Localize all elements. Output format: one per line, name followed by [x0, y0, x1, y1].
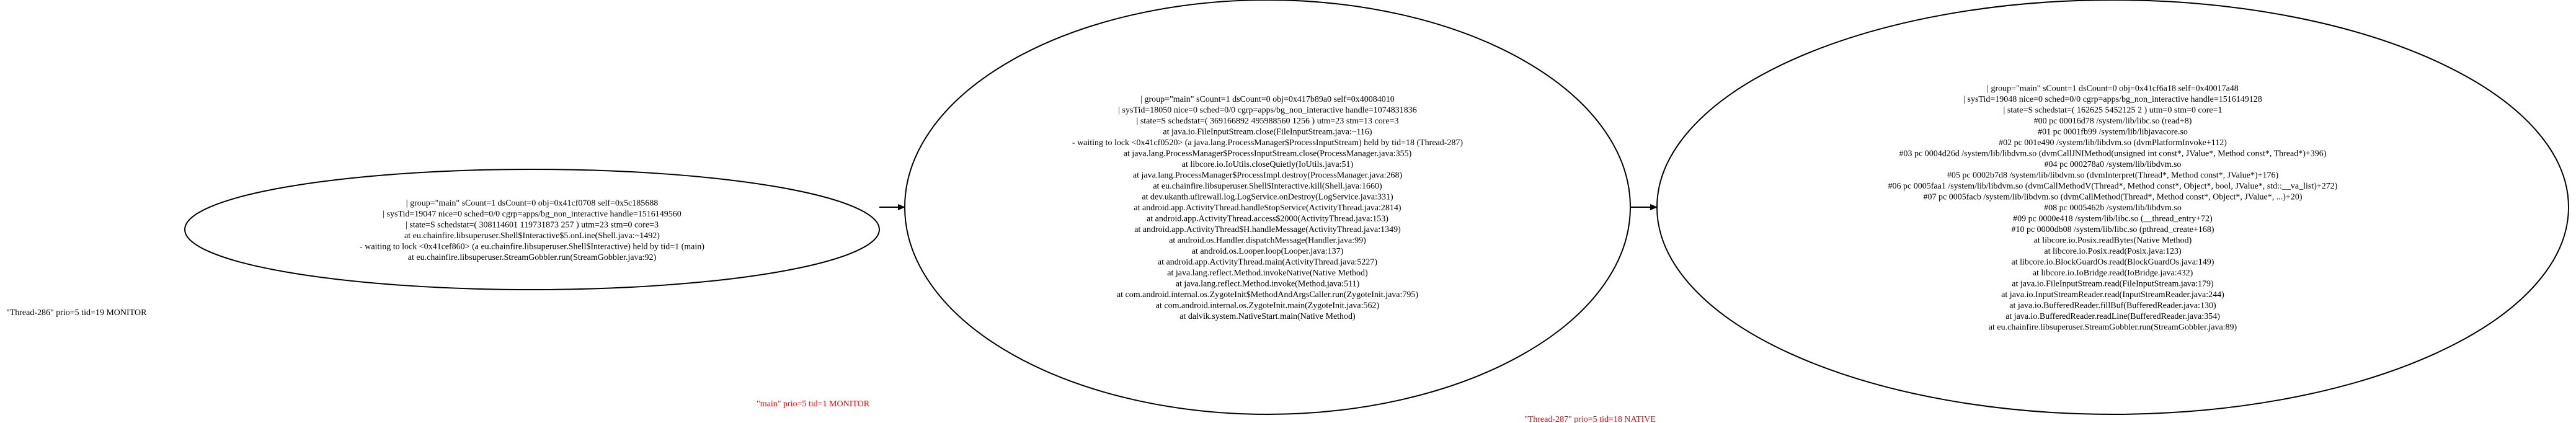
thread-caption-2: "main" prio=5 tid=1 MONITOR — [757, 399, 870, 409]
stack-line: at com.android.internal.os.ZygoteInit$MethodAndArgsCaller.run(ZygoteInit.java:795) — [1116, 290, 1419, 300]
stack-line: at eu.chainfire.libsuperuser.StreamGobbler.run(StreamGobbler.java:89) — [1988, 323, 2237, 332]
stack-line: at java.io.BufferedReader.readLine(BufferedReader.java:354) — [2005, 312, 2220, 321]
stack-line: #07 pc 0005facb /system/lib/libdvm.so (dvmCallMethod(Thread*, Method const*, Object*, JValue*, ...)+20) — [1923, 192, 2303, 202]
thread-node-1 — [185, 169, 879, 290]
thread-caption-3: "Thread-287" prio=5 tid=18 NATIVE — [1524, 415, 1656, 423]
stack-line: at java.lang.reflect.Method.invokeNative(Native Method) — [1167, 269, 1368, 278]
stack-line: #01 pc 0001fb99 /system/lib/libjavacore.so — [2038, 127, 2188, 137]
stack-line: at libcore.io.IoUtils.closeQuietly(IoUtils.java:51) — [1181, 160, 1354, 169]
stack-line: at java.io.InputStreamReader.read(InputStreamReader.java:244) — [2001, 290, 2224, 300]
stack-line: | sysTid=18050 nice=0 sched=0/0 cgrp=apps/bg_non_interactive handle=1074831836 — [1118, 105, 1417, 115]
thread-node-3 — [1657, 0, 2569, 414]
stack-line: at java.io.BufferedReader.fillBuf(BufferedReader.java:130) — [2009, 301, 2216, 311]
stack-line: at eu.chainfire.libsuperuser.Shell$Interactive$5.onLine(Shell.java:~1492) — [404, 231, 660, 241]
stack-line: at com.android.internal.os.ZygoteInit.main(ZygoteInit.java:562) — [1155, 301, 1380, 311]
stack-line: at android.os.Looper.loop(Looper.java:137) — [1191, 247, 1344, 256]
stack-line: | sysTid=19047 nice=0 sched=0/0 cgrp=apps/bg_non_interactive handle=1516149560 — [383, 209, 682, 219]
stack-line: at eu.chainfire.libsuperuser.StreamGobbler.run(StreamGobbler.java:92) — [407, 252, 657, 262]
stack-line: #10 pc 0000db08 /system/lib/libc.so (pthread_create+168) — [2011, 225, 2214, 234]
stack-line: at android.app.ActivityThread.main(ActivityThread.java:5227) — [1157, 257, 1378, 267]
stack-line: at libcore.io.Posix.read(Posix.java:123) — [2044, 247, 2182, 256]
stack-line: | group="main" sCount=1 dsCount=0 obj=0x417b89a0 self=0x40084010 — [1140, 95, 1395, 104]
stack-line: at java.io.FileInputStream.close(FileInputStream.java:~116) — [1163, 127, 1372, 137]
stack-line: #03 pc 0004d26d /system/lib/libdvm.so (dvmCallJNIMethod(unsigned int const*, JValue*, Method const*, Thread*)+396) — [1899, 149, 2327, 159]
stack-line: #02 pc 001e490 /system/lib/libdvm.so (dvmPlatformInvoke+112) — [1999, 138, 2227, 148]
stack-line: #09 pc 0000e418 /system/lib/libc.so (__thread_entry+72) — [2013, 214, 2213, 224]
stack-line: at java.lang.reflect.Method.invoke(Method.java:511) — [1175, 279, 1360, 289]
stack-line: #00 pc 00016d78 /system/lib/libc.so (read+8) — [2033, 117, 2192, 126]
stack-line: | state=S schedstat=( 308114601 119731873 257 ) utm=23 stm=0 core=3 — [406, 220, 659, 230]
stack-line: at java.io.FileInputStream.read(FileInputStream.java:179) — [2012, 279, 2214, 289]
stack-line: at libcore.io.Posix.readBytes(Native Method) — [2033, 236, 2192, 246]
stack-line: #06 pc 0005faa1 /system/lib/libdvm.so (dvmCallMethodV(Thread*, Method const*, Object*, bool, JValue*, std::__va_list)+272) — [1888, 182, 2338, 191]
stack-line: at android.os.Handler.dispatchMessage(Handler.java:99) — [1169, 236, 1366, 246]
stack-line: #08 pc 0005462b /system/lib/libdvm.so — [2044, 203, 2182, 213]
stack-line: | state=S schedstat=( 369166892 495988560 1256 ) utm=23 stm=13 core=3 — [1136, 117, 1399, 126]
thread-node-2 — [905, 0, 1630, 414]
stack-line: at android.app.ActivityThread.access$2000(ActivityThread.java:153) — [1147, 214, 1388, 224]
stack-line: at dalvik.system.NativeStart.main(Native Method) — [1179, 312, 1356, 321]
stack-line: | state=S schedstat=( 162625 5452125 2 ) utm=0 stm=0 core=1 — [2003, 105, 2223, 115]
thread-caption-1: "Thread-286" prio=5 tid=19 MONITOR — [6, 308, 147, 318]
stack-line: #04 pc 000278a0 /system/lib/libdvm.so — [2044, 160, 2182, 169]
stack-line: #05 pc 0002b7d8 /system/lib/libdvm.so (dvmInterpret(Thread*, Method const*, JValue*)+176) — [1947, 171, 2279, 180]
stack-line: at dev.ukanth.ufirewall.log.LogService.onDestroy(LogService.java:331) — [1142, 192, 1393, 202]
stack-line: - waiting to lock <0x41cf0520> (a java.lang.ProcessManager$ProcessInputStream) held by tid=18 (Thread-287) — [1072, 138, 1463, 148]
stack-line: at android.app.ActivityThread$H.handleMessage(ActivityThread.java:1349) — [1134, 225, 1401, 234]
stack-line: - waiting to lock <0x41cef860> (a eu.chainfire.libsuperuser.Shell$Interactive) held by tid=1 (main) — [360, 242, 704, 252]
stack-line: | group="main" sCount=1 dsCount=0 obj=0x41cf0708 self=0x5c185688 — [406, 198, 659, 208]
stack-line: | group="main" sCount=1 dsCount=0 obj=0x41cf6a18 self=0x40017a48 — [1987, 84, 2239, 94]
stack-line: at java.lang.ProcessManager$ProcessInputStream.close(ProcessManager.java:355) — [1123, 149, 1412, 159]
stack-line: at libcore.io.BlockGuardOs.read(BlockGuardOs.java:149) — [2011, 257, 2214, 267]
stack-line: at eu.chainfire.libsuperuser.Shell$Interactive.kill(Shell.java:1660) — [1153, 182, 1382, 191]
stack-line: at java.lang.ProcessManager$ProcessImpl.destroy(ProcessManager.java:268) — [1132, 171, 1403, 180]
stack-line: at libcore.io.IoBridge.read(IoBridge.java:432) — [2032, 269, 2193, 278]
stack-line: at android.app.ActivityThread.handleStopService(ActivityThread.java:2814) — [1134, 203, 1401, 213]
stack-line: | sysTid=19048 nice=0 sched=0/0 cgrp=apps/bg_non_interactive handle=1516149128 — [1963, 95, 2262, 104]
